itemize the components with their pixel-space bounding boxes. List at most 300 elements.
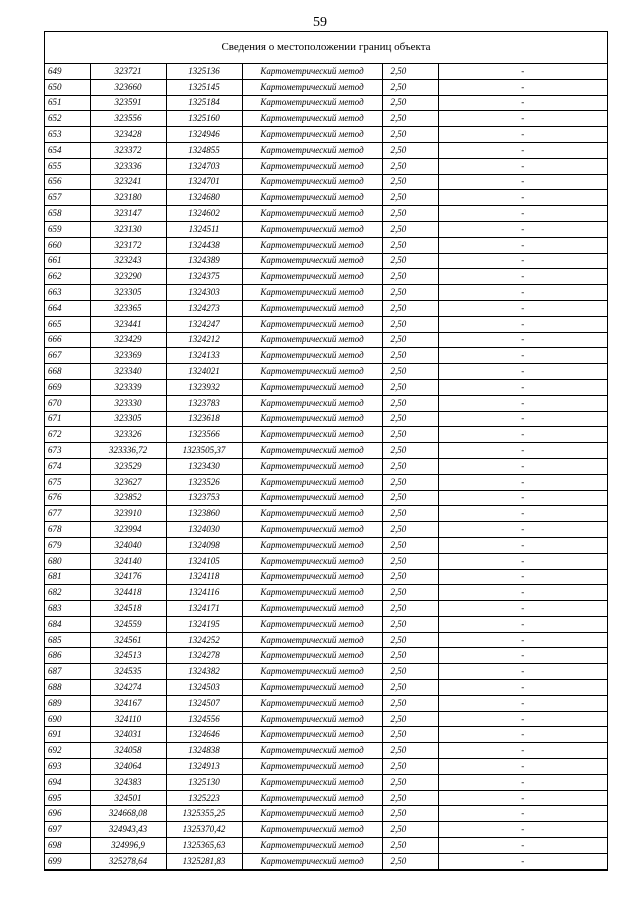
x-coordinate-cell: 323339 [90,379,166,395]
method-cell: Картометрический метод [242,743,382,759]
point-number-cell: 673 [45,443,90,459]
x-coordinate-cell: 324058 [90,743,166,759]
table-row [45,443,607,459]
table-row [45,158,607,174]
accuracy-cell: 2,50 [382,743,438,759]
table-row [45,174,607,190]
table-row [45,506,607,522]
x-coordinate-cell: 324110 [90,711,166,727]
point-number-cell: 662 [45,269,90,285]
y-coordinate-cell: 1324382 [166,664,242,680]
description-cell: - [438,806,607,822]
x-coordinate-cell: 324140 [90,553,166,569]
method-cell: Картометрический метод [242,427,382,443]
y-coordinate-cell: 1324116 [166,585,242,601]
description-cell: - [438,680,607,696]
x-coordinate-cell: 323290 [90,269,166,285]
page-number: 59 [313,15,327,30]
description-cell: - [438,790,607,806]
point-number-cell: 683 [45,601,90,617]
table-row [45,853,607,869]
table-row [45,648,607,664]
y-coordinate-cell: 1324098 [166,537,242,553]
point-number-cell: 668 [45,364,90,380]
x-coordinate-cell: 323241 [90,174,166,190]
x-coordinate-cell: 323721 [90,64,166,79]
x-coordinate-cell: 324943,43 [90,822,166,838]
table-row [45,616,607,632]
y-coordinate-cell: 1325365,63 [166,838,242,854]
point-number-cell: 679 [45,537,90,553]
point-number-cell: 680 [45,553,90,569]
table-row [45,348,607,364]
x-coordinate-cell: 323429 [90,332,166,348]
description-cell: - [438,853,607,869]
method-cell: Картометрический метод [242,158,382,174]
method-cell: Картометрический метод [242,79,382,95]
description-cell: - [438,364,607,380]
description-cell: - [438,142,607,158]
accuracy-cell: 2,50 [382,522,438,538]
point-number-cell: 650 [45,79,90,95]
description-cell: - [438,316,607,332]
x-coordinate-cell: 323372 [90,142,166,158]
y-coordinate-cell: 1324556 [166,711,242,727]
table-row [45,269,607,285]
y-coordinate-cell: 1324703 [166,158,242,174]
x-coordinate-cell: 323852 [90,490,166,506]
point-number-cell: 696 [45,806,90,822]
accuracy-cell: 2,50 [382,206,438,222]
y-coordinate-cell: 1323753 [166,490,242,506]
y-coordinate-cell: 1324252 [166,632,242,648]
y-coordinate-cell: 1324701 [166,174,242,190]
description-cell: - [438,664,607,680]
x-coordinate-cell: 324559 [90,616,166,632]
method-cell: Картометрический метод [242,64,382,79]
table-row [45,190,607,206]
method-cell: Картометрический метод [242,727,382,743]
x-coordinate-cell: 324418 [90,585,166,601]
accuracy-cell: 2,50 [382,95,438,111]
y-coordinate-cell: 1323505,37 [166,443,242,459]
table-row [45,490,607,506]
y-coordinate-cell: 1324646 [166,727,242,743]
table-row [45,111,607,127]
point-number-cell: 649 [45,64,90,79]
method-cell: Картометрический метод [242,269,382,285]
point-number-cell: 654 [45,142,90,158]
x-coordinate-cell: 323326 [90,427,166,443]
accuracy-cell: 2,50 [382,506,438,522]
x-coordinate-cell: 324513 [90,648,166,664]
accuracy-cell: 2,50 [382,664,438,680]
method-cell: Картометрический метод [242,237,382,253]
accuracy-cell: 2,50 [382,142,438,158]
point-number-cell: 653 [45,127,90,143]
y-coordinate-cell: 1323526 [166,474,242,490]
table-row [45,206,607,222]
table-row [45,458,607,474]
y-coordinate-cell: 1324503 [166,680,242,696]
description-cell: - [438,411,607,427]
description-cell: - [438,838,607,854]
description-cell: - [438,158,607,174]
accuracy-cell: 2,50 [382,237,438,253]
table-row [45,569,607,585]
accuracy-cell: 2,50 [382,853,438,869]
table-row [45,395,607,411]
method-cell: Картометрический метод [242,822,382,838]
description-cell: - [438,537,607,553]
point-number-cell: 691 [45,727,90,743]
table-row [45,522,607,538]
accuracy-cell: 2,50 [382,458,438,474]
y-coordinate-cell: 1324118 [166,569,242,585]
method-cell: Картометрический метод [242,127,382,143]
y-coordinate-cell: 1325184 [166,95,242,111]
description-cell: - [438,221,607,237]
accuracy-cell: 2,50 [382,680,438,696]
y-coordinate-cell: 1324855 [166,142,242,158]
method-cell: Картометрический метод [242,316,382,332]
point-number-cell: 656 [45,174,90,190]
description-cell: - [438,285,607,301]
accuracy-cell: 2,50 [382,285,438,301]
point-number-cell: 677 [45,506,90,522]
point-number-cell: 661 [45,253,90,269]
table-row [45,759,607,775]
y-coordinate-cell: 1324303 [166,285,242,301]
table-body [45,64,607,869]
description-cell: - [438,601,607,617]
y-coordinate-cell: 1325136 [166,64,242,79]
table-row [45,127,607,143]
method-cell: Картометрический метод [242,474,382,490]
x-coordinate-cell: 324518 [90,601,166,617]
point-number-cell: 688 [45,680,90,696]
description-cell: - [438,127,607,143]
description-cell: - [438,648,607,664]
table-row [45,64,607,79]
x-coordinate-cell: 323336,72 [90,443,166,459]
accuracy-cell: 2,50 [382,316,438,332]
point-number-cell: 657 [45,190,90,206]
accuracy-cell: 2,50 [382,300,438,316]
point-number-cell: 682 [45,585,90,601]
y-coordinate-cell: 1324212 [166,332,242,348]
description-cell: - [438,332,607,348]
accuracy-cell: 2,50 [382,695,438,711]
accuracy-cell: 2,50 [382,601,438,617]
table-row [45,537,607,553]
description-cell: - [438,64,607,79]
x-coordinate-cell: 324274 [90,680,166,696]
accuracy-cell: 2,50 [382,411,438,427]
y-coordinate-cell: 1324273 [166,300,242,316]
table-row [45,838,607,854]
description-cell: - [438,237,607,253]
x-coordinate-cell: 325278,64 [90,853,166,869]
method-cell: Картометрический метод [242,759,382,775]
accuracy-cell: 2,50 [382,348,438,364]
y-coordinate-cell: 1324602 [166,206,242,222]
x-coordinate-cell: 323627 [90,474,166,490]
y-coordinate-cell: 1324030 [166,522,242,538]
x-coordinate-cell: 323910 [90,506,166,522]
description-cell: - [438,206,607,222]
x-coordinate-cell: 323441 [90,316,166,332]
table-row [45,95,607,111]
y-coordinate-cell: 1323932 [166,379,242,395]
accuracy-cell: 2,50 [382,711,438,727]
point-number-cell: 690 [45,711,90,727]
point-number-cell: 672 [45,427,90,443]
method-cell: Картометрический метод [242,569,382,585]
table-row [45,221,607,237]
coordinates-table [45,64,607,870]
description-cell: - [438,443,607,459]
point-number-cell: 670 [45,395,90,411]
x-coordinate-cell: 324040 [90,537,166,553]
method-cell: Картометрический метод [242,206,382,222]
point-number-cell: 660 [45,237,90,253]
point-number-cell: 695 [45,790,90,806]
point-number-cell: 692 [45,743,90,759]
accuracy-cell: 2,50 [382,364,438,380]
x-coordinate-cell: 324167 [90,695,166,711]
method-cell: Картометрический метод [242,142,382,158]
description-cell: - [438,522,607,538]
description-cell: - [438,300,607,316]
method-cell: Картометрический метод [242,411,382,427]
description-cell: - [438,695,607,711]
table-row [45,806,607,822]
accuracy-cell: 2,50 [382,632,438,648]
point-number-cell: 694 [45,774,90,790]
accuracy-cell: 2,50 [382,253,438,269]
description-cell: - [438,111,607,127]
method-cell: Картометрический метод [242,458,382,474]
x-coordinate-cell: 323591 [90,95,166,111]
point-number-cell: 659 [45,221,90,237]
accuracy-cell: 2,50 [382,806,438,822]
y-coordinate-cell: 1324021 [166,364,242,380]
description-cell: - [438,79,607,95]
point-number-cell: 665 [45,316,90,332]
accuracy-cell: 2,50 [382,127,438,143]
point-number-cell: 698 [45,838,90,854]
x-coordinate-cell: 323994 [90,522,166,538]
x-coordinate-cell: 323130 [90,221,166,237]
x-coordinate-cell: 323147 [90,206,166,222]
x-coordinate-cell: 323365 [90,300,166,316]
table-row [45,632,607,648]
x-coordinate-cell: 323305 [90,411,166,427]
point-number-cell: 699 [45,853,90,869]
accuracy-cell: 2,50 [382,790,438,806]
table-row [45,711,607,727]
table-row [45,680,607,696]
method-cell: Картометрический метод [242,95,382,111]
y-coordinate-cell: 1324133 [166,348,242,364]
description-cell: - [438,474,607,490]
accuracy-cell: 2,50 [382,727,438,743]
method-cell: Картометрический метод [242,790,382,806]
method-cell: Картометрический метод [242,648,382,664]
x-coordinate-cell: 323172 [90,237,166,253]
x-coordinate-cell: 323243 [90,253,166,269]
accuracy-cell: 2,50 [382,64,438,79]
y-coordinate-cell: 1324511 [166,221,242,237]
method-cell: Картометрический метод [242,616,382,632]
method-cell: Картометрический метод [242,680,382,696]
accuracy-cell: 2,50 [382,395,438,411]
table-row [45,332,607,348]
point-number-cell: 666 [45,332,90,348]
table-row [45,790,607,806]
method-cell: Картометрический метод [242,490,382,506]
method-cell: Картометрический метод [242,537,382,553]
description-cell: - [438,395,607,411]
method-cell: Картометрический метод [242,838,382,854]
x-coordinate-cell: 324176 [90,569,166,585]
point-number-cell: 651 [45,95,90,111]
y-coordinate-cell: 1325281,83 [166,853,242,869]
method-cell: Картометрический метод [242,601,382,617]
point-number-cell: 667 [45,348,90,364]
x-coordinate-cell: 324668,08 [90,806,166,822]
method-cell: Картометрический метод [242,632,382,648]
table-row [45,79,607,95]
description-cell: - [438,774,607,790]
accuracy-cell: 2,50 [382,332,438,348]
accuracy-cell: 2,50 [382,616,438,632]
y-coordinate-cell: 1325130 [166,774,242,790]
method-cell: Картометрический метод [242,853,382,869]
y-coordinate-cell: 1323430 [166,458,242,474]
table-row [45,237,607,253]
accuracy-cell: 2,50 [382,111,438,127]
y-coordinate-cell: 1324913 [166,759,242,775]
description-cell: - [438,379,607,395]
accuracy-cell: 2,50 [382,79,438,95]
table-row [45,142,607,158]
x-coordinate-cell: 323556 [90,111,166,127]
accuracy-cell: 2,50 [382,174,438,190]
method-cell: Картометрический метод [242,695,382,711]
accuracy-cell: 2,50 [382,158,438,174]
method-cell: Картометрический метод [242,522,382,538]
table-row [45,379,607,395]
point-number-cell: 697 [45,822,90,838]
method-cell: Картометрический метод [242,364,382,380]
point-number-cell: 678 [45,522,90,538]
point-number-cell: 671 [45,411,90,427]
method-cell: Картометрический метод [242,300,382,316]
y-coordinate-cell: 1323566 [166,427,242,443]
method-cell: Картометрический метод [242,711,382,727]
y-coordinate-cell: 1324438 [166,237,242,253]
x-coordinate-cell: 323529 [90,458,166,474]
table-row [45,664,607,680]
accuracy-cell: 2,50 [382,822,438,838]
description-cell: - [438,553,607,569]
method-cell: Картометрический метод [242,379,382,395]
x-coordinate-cell: 323336 [90,158,166,174]
point-number-cell: 684 [45,616,90,632]
point-number-cell: 664 [45,300,90,316]
x-coordinate-cell: 324561 [90,632,166,648]
boundary-table [44,31,608,871]
y-coordinate-cell: 1324838 [166,743,242,759]
method-cell: Картометрический метод [242,553,382,569]
method-cell: Картометрический метод [242,585,382,601]
description-cell: - [438,174,607,190]
description-cell: - [438,190,607,206]
table-row [45,774,607,790]
method-cell: Картометрический метод [242,111,382,127]
x-coordinate-cell: 324501 [90,790,166,806]
y-coordinate-cell: 1323618 [166,411,242,427]
y-coordinate-cell: 1324105 [166,553,242,569]
table-row [45,727,607,743]
y-coordinate-cell: 1325223 [166,790,242,806]
method-cell: Картометрический метод [242,664,382,680]
y-coordinate-cell: 1324507 [166,695,242,711]
table-row [45,601,607,617]
x-coordinate-cell: 323330 [90,395,166,411]
table-row [45,316,607,332]
accuracy-cell: 2,50 [382,537,438,553]
description-cell: - [438,427,607,443]
accuracy-cell: 2,50 [382,190,438,206]
description-cell: - [438,458,607,474]
accuracy-cell: 2,50 [382,379,438,395]
method-cell: Картометрический метод [242,332,382,348]
point-number-cell: 655 [45,158,90,174]
description-cell: - [438,569,607,585]
description-cell: - [438,759,607,775]
y-coordinate-cell: 1324375 [166,269,242,285]
y-coordinate-cell: 1324389 [166,253,242,269]
description-cell: - [438,743,607,759]
table-row [45,553,607,569]
accuracy-cell: 2,50 [382,221,438,237]
description-cell: - [438,506,607,522]
point-number-cell: 687 [45,664,90,680]
point-number-cell: 685 [45,632,90,648]
table-row [45,695,607,711]
method-cell: Картометрический метод [242,285,382,301]
point-number-cell: 693 [45,759,90,775]
table-row [45,300,607,316]
y-coordinate-cell: 1324171 [166,601,242,617]
point-number-cell: 689 [45,695,90,711]
method-cell: Картометрический метод [242,221,382,237]
accuracy-cell: 2,50 [382,269,438,285]
description-cell: - [438,490,607,506]
accuracy-cell: 2,50 [382,553,438,569]
point-number-cell: 652 [45,111,90,127]
accuracy-cell: 2,50 [382,474,438,490]
x-coordinate-cell: 324996,9 [90,838,166,854]
accuracy-cell: 2,50 [382,585,438,601]
x-coordinate-cell: 324535 [90,664,166,680]
description-cell: - [438,253,607,269]
y-coordinate-cell: 1324278 [166,648,242,664]
table-row [45,743,607,759]
